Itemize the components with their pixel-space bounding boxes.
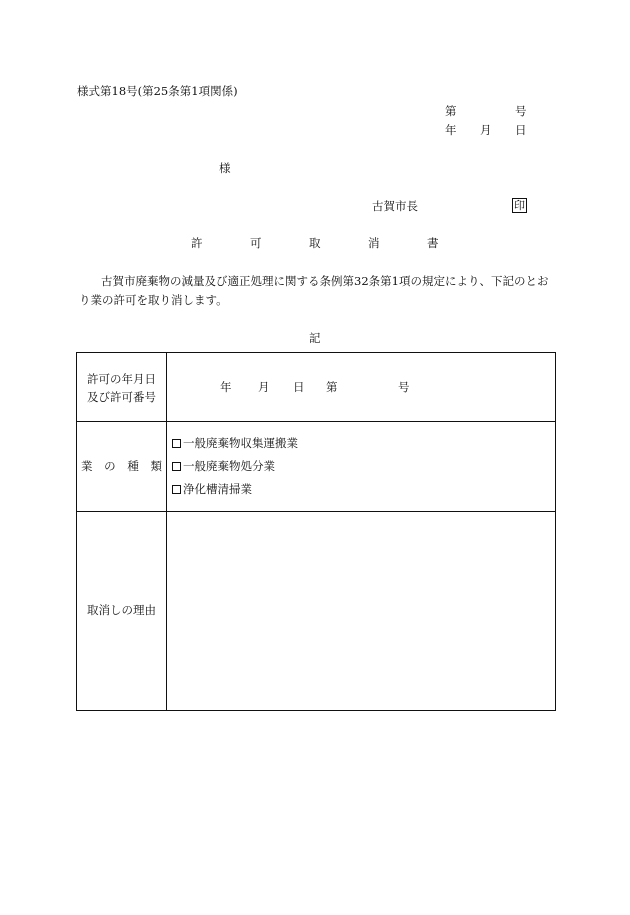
permit-date-label-line-1: 許可の年月日 [87,372,156,386]
doc-number-go: 号 [515,104,527,118]
seal-stamp: 印 [514,199,525,212]
document-title-char-5: 書 [427,236,439,250]
checkbox-icon[interactable] [172,485,181,494]
permit-date-label-line-2: 及び許可番号 [87,390,156,404]
body-text-line-2: り業の許可を取り消します。 [79,293,228,307]
document-title-char-3: 取 [309,236,321,250]
form-number: 様式第18号(第25条第1項関係) [77,84,238,98]
business-type-label: 業 の 種 類 [81,459,162,473]
checkbox-icon[interactable] [172,439,181,448]
permit-date-month: 月 [258,380,270,394]
business-type-option-2-label: 一般廃棄物処分業 [183,459,275,473]
permit-date-label [77,370,166,406]
document-title-char-1: 許 [191,236,203,250]
cancellation-reason-field[interactable] [167,512,555,710]
document-title-char-4: 消 [368,236,380,250]
document-title-char-2: 可 [250,236,262,250]
permit-number-go: 号 [398,380,410,394]
details-table [76,352,556,711]
cancellation-reason-label: 取消しの理由 [87,603,156,617]
date-month: 月 [480,123,492,137]
checkbox-icon[interactable] [172,462,181,471]
body-text-line-1: 古賀市廃棄物の減量及び適正処理に関する条例第32条第1項の規定により、下記のとお [101,274,549,288]
business-type-option-3[interactable] [172,482,252,496]
business-type-option-3-label: 浄化槽清掃業 [183,482,252,496]
date-day: 日 [515,123,527,137]
permit-date-day: 日 [293,380,305,394]
permit-date-year: 年 [220,380,232,394]
table-row-divider-1 [77,421,555,422]
doc-number-dai: 第 [445,104,457,118]
business-type-option-1-label: 一般廃棄物収集運搬業 [183,436,298,450]
date-year: 年 [445,123,457,137]
ki-heading: 記 [309,331,321,345]
issuer-name: 古賀市長 [372,199,418,213]
permit-number-dai: 第 [326,380,338,394]
business-type-option-1[interactable] [172,436,298,450]
business-type-option-2[interactable] [172,459,275,473]
addressee-sama: 様 [219,161,231,175]
